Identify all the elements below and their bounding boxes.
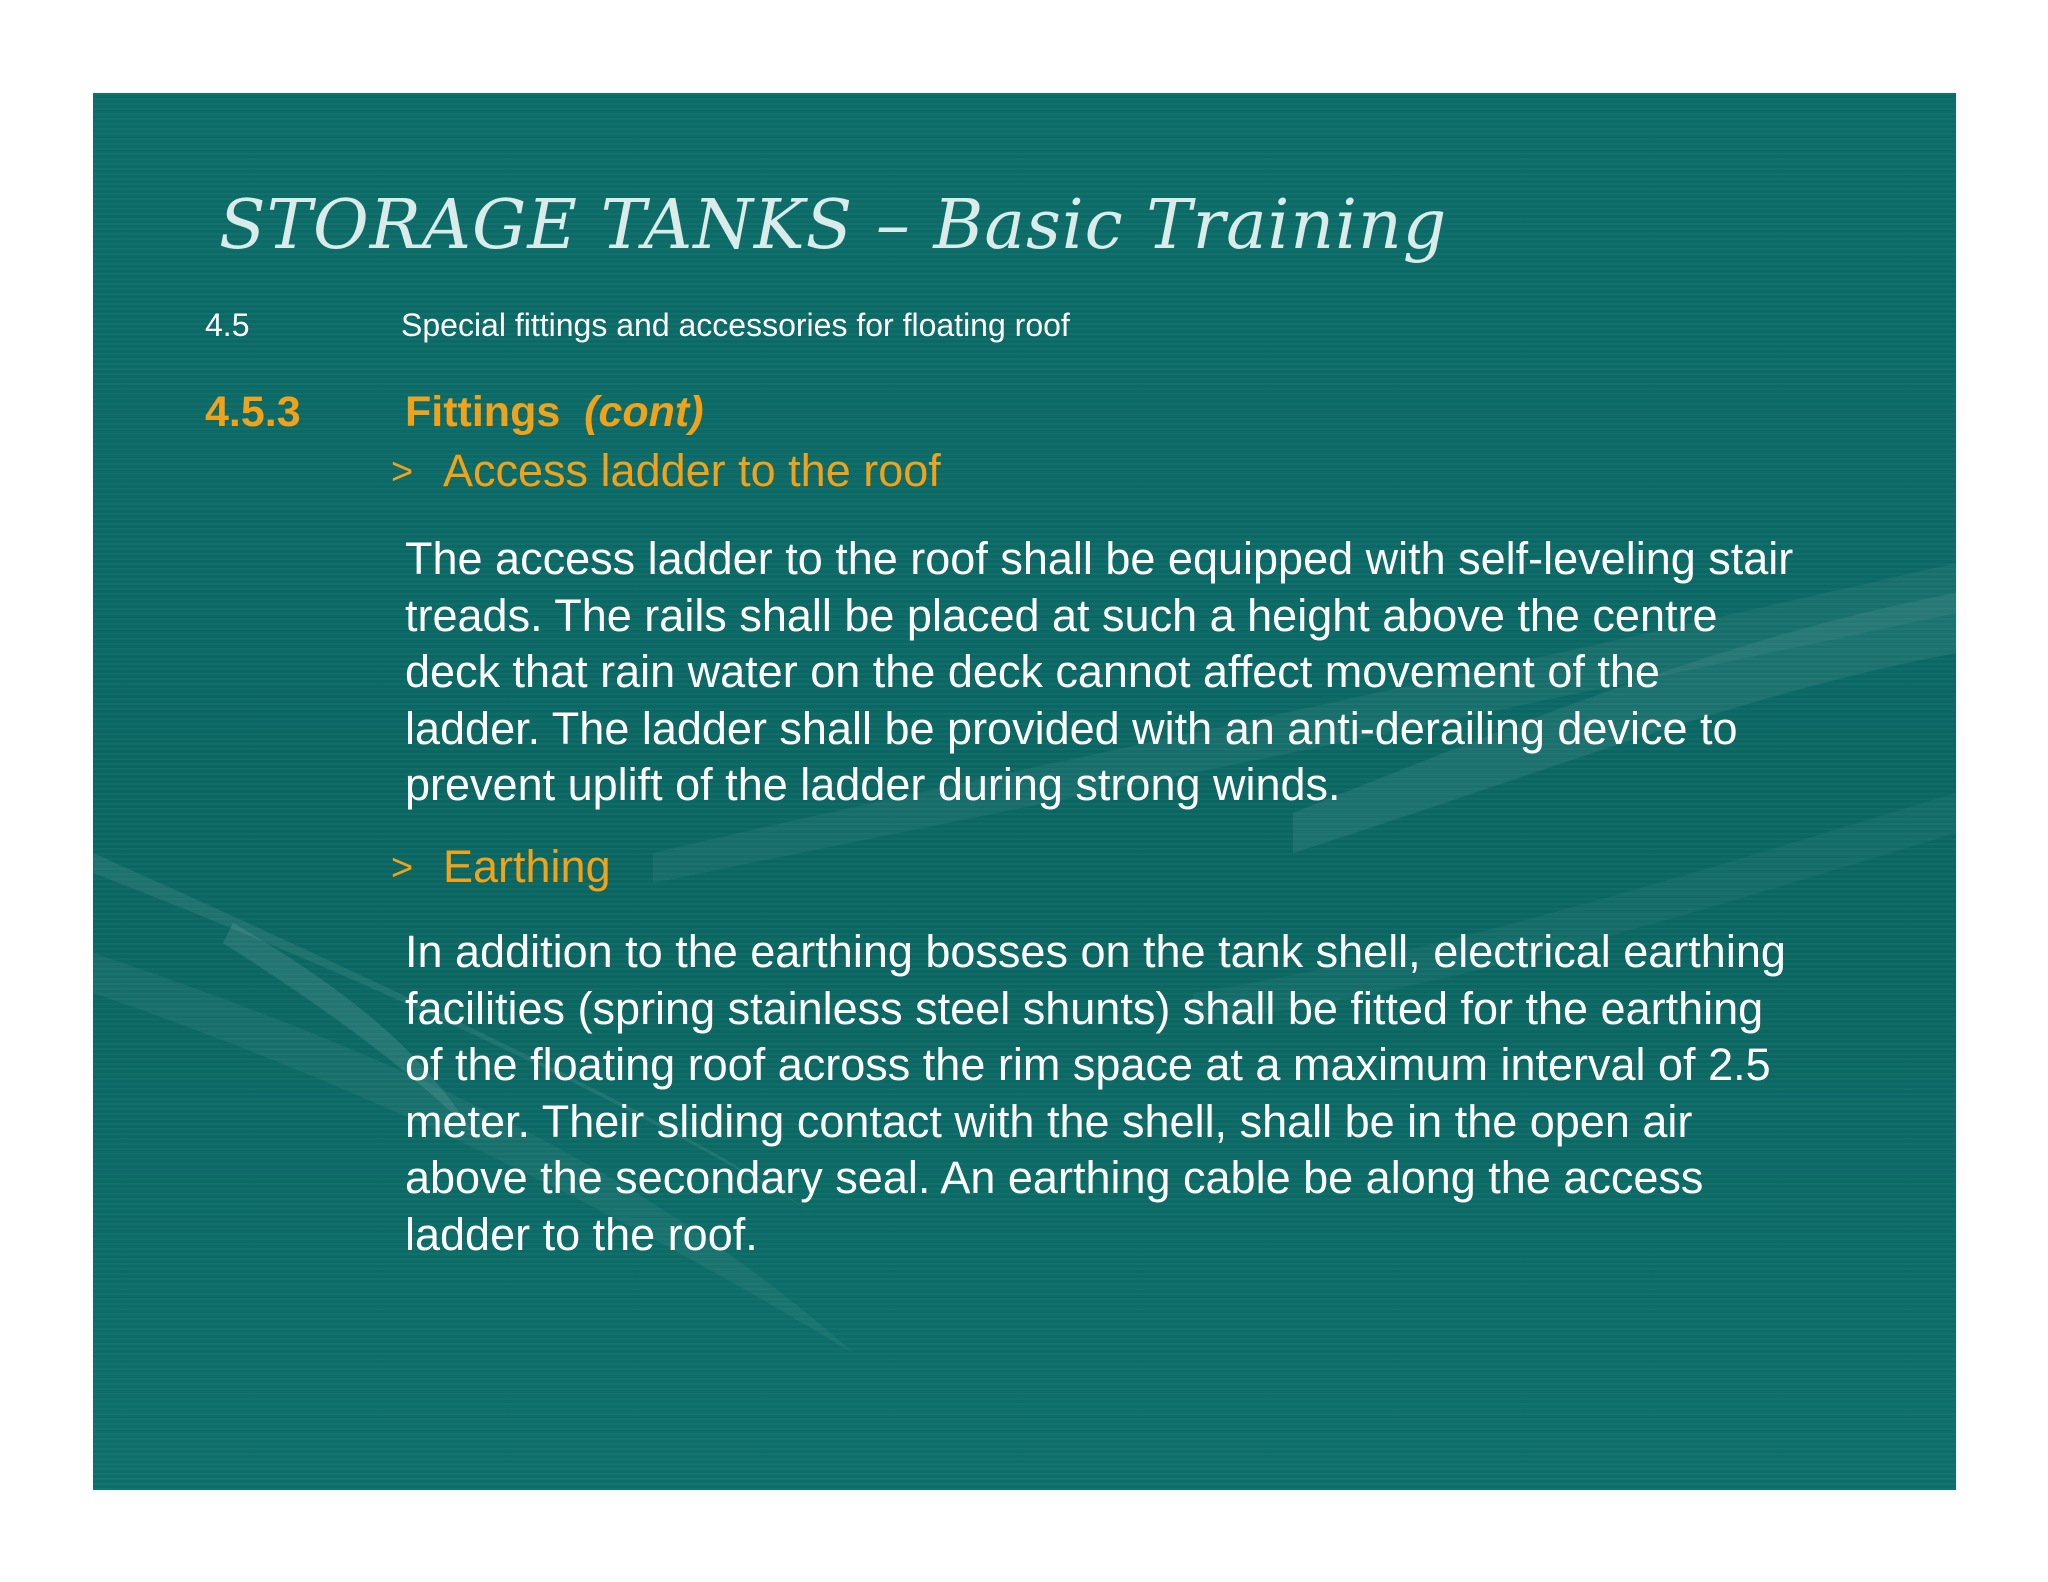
paragraph-line: meter. Their sliding contact with the shell, shall be in the open air [405,1095,1693,1147]
paragraph-line: above the secondary seal. An earthing cable be along the access [405,1152,1704,1203]
bullet-access-ladder [391,445,941,497]
paragraph-line: In addition to the earthing bosses on the tank shell, electrical earthing [405,926,1786,977]
bullet-heading: Access ladder to the roof [443,445,941,496]
paragraph-line: facilities (spring stainless steel shunts) shall be fitted for the earthing [405,982,1764,1034]
bullet-marker: > [391,451,414,493]
paragraph-line: The access ladder to the roof shall be equipped with self-leveling stair [405,533,1794,584]
section-number: 4.5.3 [205,388,301,436]
paragraph-line: ladder. The ladder shall be provided with an anti-derailing device to [405,702,1738,754]
bullet-marker: > [391,847,414,889]
section-title [405,388,704,437]
paragraph-line: prevent uplift of the ladder during strong winds. [405,759,1341,810]
bullet-heading: Earthing [443,841,611,892]
slide-title: STORAGE TANKS – Basic Training [219,186,1448,265]
paragraph-line: of the floating roof across the rim space at a maximum interval of 2.5 [405,1039,1771,1090]
subsection-title: Special fittings and accessories for floating roof [401,307,1070,343]
earthing-paragraph [405,924,1905,1263]
subsection-number: 4.5 [205,307,250,343]
section-title-text: Fittings [405,388,561,436]
paragraph-line: ladder to the roof. [405,1208,758,1260]
access-ladder-paragraph [405,531,1905,814]
section-title-suffix: (cont) [584,388,704,436]
bullet-earthing [391,841,611,893]
slide [93,93,1956,1490]
paragraph-line: deck that rain water on the deck cannot affect movement of the [405,646,1660,697]
paragraph-line: treads. The rails shall be placed at such a height above the centre [405,589,1718,641]
